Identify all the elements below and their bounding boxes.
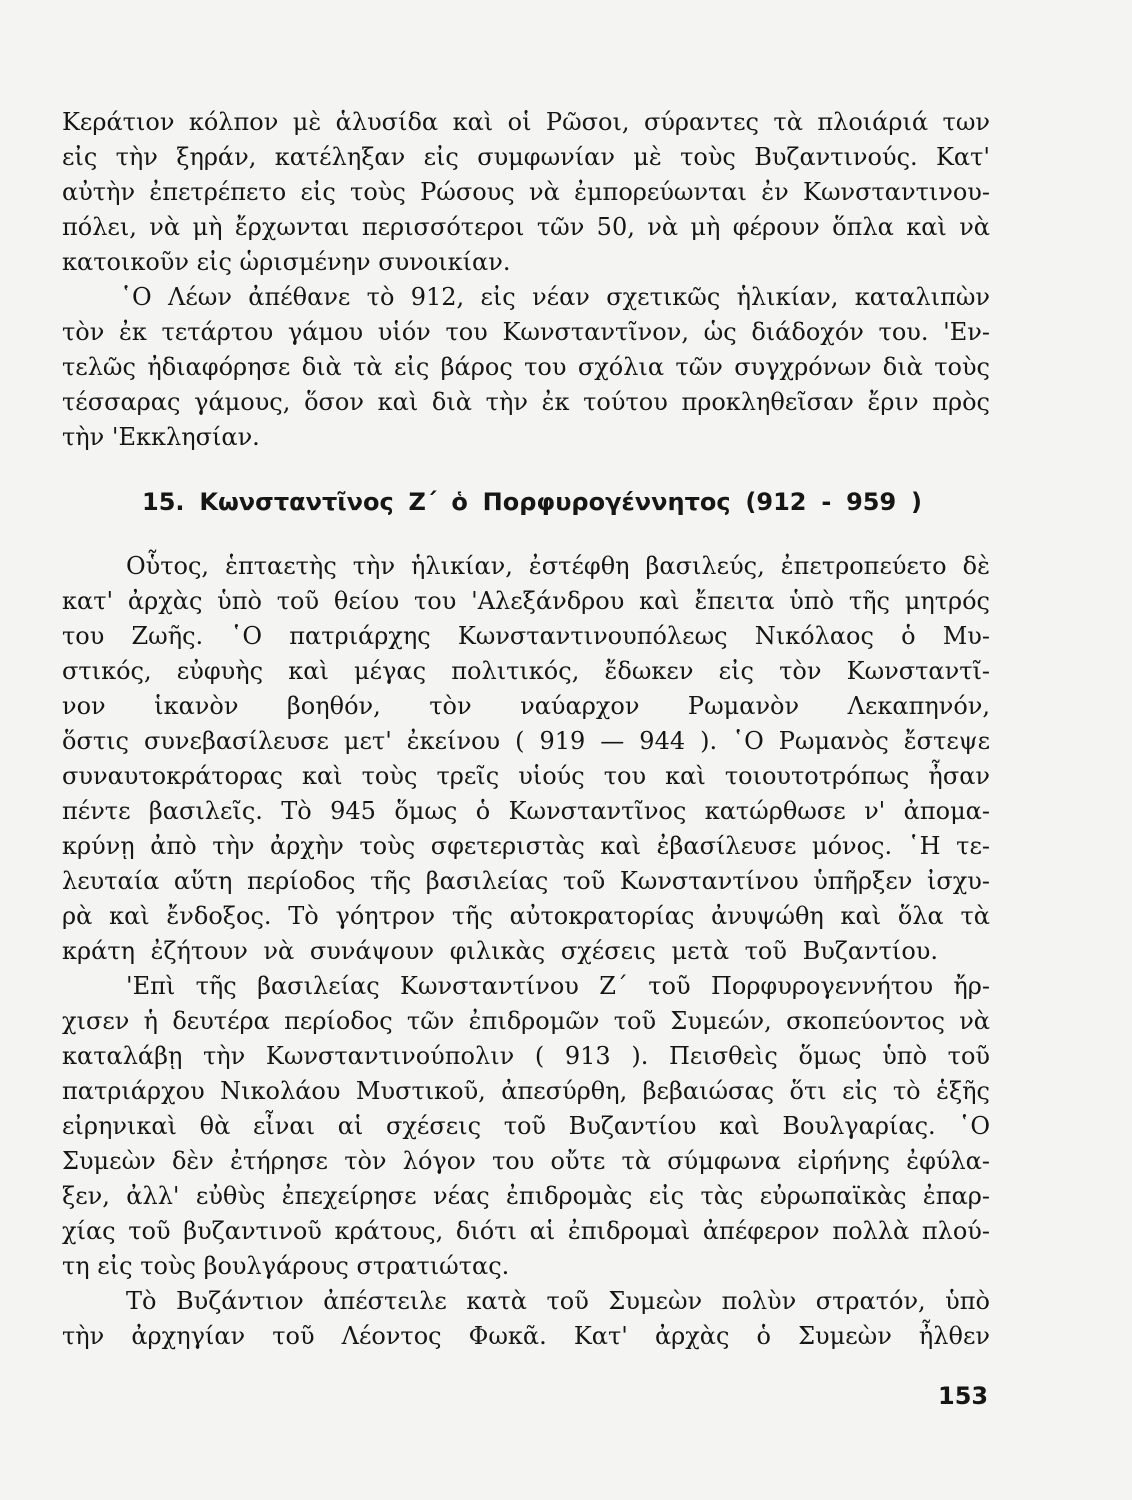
- text-line: Τὸ Βυζάντιον ἀπέστειλε κατὰ τοῦ Συμεὼν πολὺν στρατόν, ὑπὸ: [126, 1287, 990, 1315]
- text-line: ρὰ καὶ ἔνδοξος. Τὸ γόητρον τῆς αὐτοκρατορίας ἀνυψώθη καὶ ὅλα τὰ: [62, 902, 990, 930]
- text-line: κατοικοῦν εἰς ὡρισμένην συνοικίαν.: [62, 248, 511, 276]
- text-line: στικός, εὐφυὴς καὶ μέγας πολιτικός, ἔδωκεν εἰς τὸν Κωνσταντῖ-: [62, 657, 990, 685]
- text-line: συναυτοκράτορας καὶ τοὺς τρεῖς υἱούς του καὶ τοιουτοτρόπως ἦσαν: [62, 762, 990, 790]
- text-line: πατριάρχου Νικολάου Μυστικοῦ, ἀπεσύρθη, βεβαιώσας ὅτι εἰς τὸ ἑξῆς: [62, 1077, 990, 1105]
- text-line: λευταία αὕτη περίοδος τῆς βασιλείας τοῦ Κωνσταντίνου ὑπῆρξεν ἰσχυ-: [62, 867, 990, 895]
- text-line: ὅστις συνεβασίλευσε μετ' ἐκείνου ( 919 — 944 ). ῾Ο Ρωμανὸς ἔστεψε: [62, 727, 990, 755]
- page-number: 153: [938, 1382, 989, 1410]
- text-line: κράτη ἐζήτουν νὰ συνάψουν φιλικὰς σχέσεις μετὰ τοῦ Βυζαντίου.: [62, 937, 938, 965]
- section-heading: 15. Κωνσταντῖνος Ζ΄ ὁ Πορφυρογέννητος (912 - 959 ): [142, 488, 922, 516]
- text-line: ῾Ο Λέων ἀπέθανε τὸ 912, εἰς νέαν σχετικῶς ἡλικίαν, καταλιπὼν: [120, 283, 990, 311]
- text-line: αὐτὴν ἐπετρέπετο εἰς τοὺς Ρώσους νὰ ἐμπορεύωνται ἐν Κωνσταντινου-: [62, 178, 990, 206]
- text-line: χίας τοῦ βυζαντινοῦ κράτους, διότι αἱ ἐπιδρομαὶ ἀπέφερον πολλὰ πλού-: [62, 1217, 990, 1245]
- text-line: τὴν 'Εκκλησίαν.: [62, 423, 260, 451]
- text-line: εἰρηνικαὶ θὰ εἶναι αἱ σχέσεις τοῦ Βυζαντίου καὶ Βουλγαρίας. ῾Ο: [62, 1112, 990, 1140]
- text-line: καταλάβῃ τὴν Κωνσταντινούπολιν ( 913 ). Πεισθεὶς ὅμως ὑπὸ τοῦ: [62, 1042, 990, 1070]
- text-line: 'Επὶ τῆς βασιλείας Κωνσταντίνου Ζ΄ τοῦ Πορφυρογεννήτου ἤρ-: [126, 972, 990, 1000]
- text-line: κατ' ἀρχὰς ὑπὸ τοῦ θείου του 'Αλεξάνδρου καὶ ἔπειτα ὑπὸ τῆς μητρός: [62, 587, 990, 615]
- text-line: τελῶς ἠδιαφόρησε διὰ τὰ εἰς βάρος του σχόλια τῶν συγχρόνων διὰ τοὺς: [62, 353, 990, 381]
- text-line: εἰς τὴν ξηράν, κατέληξαν εἰς συμφωνίαν μὲ τοὺς Βυζαντινούς. Κατ': [62, 143, 990, 171]
- text-line: κρύνῃ ἀπὸ τὴν ἀρχὴν τοὺς σφετεριστὰς καὶ ἐβασίλευσε μόνος. ῾Η τε-: [62, 832, 990, 860]
- text-line: Κεράτιον κόλπον μὲ ἁλυσίδα καὶ οἱ Ρῶσοι, σύραντες τὰ πλοιάριά των: [62, 108, 990, 136]
- text-line: Οὗτος, ἑπταετὴς τὴν ἡλικίαν, ἐστέφθη βασιλεύς, ἐπετροπεύετο δὲ: [126, 552, 990, 580]
- text-line: τὸν ἐκ τετάρτου γάμου υἱόν του Κωνσταντῖνον, ὡς διάδοχόν του. 'Εν-: [62, 318, 990, 346]
- text-line: Συμεὼν δὲν ἐτήρησε τὸν λόγον του οὔτε τὰ σύμφωνα εἰρήνης ἐφύλα-: [62, 1147, 990, 1175]
- text-line: τὴν ἀρχηγίαν τοῦ Λέοντος Φωκᾶ. Κατ' ἀρχὰς ὁ Συμεὼν ἦλθεν: [62, 1322, 990, 1350]
- text-line: πόλει, νὰ μὴ ἔρχωνται περισσότεροι τῶν 50, νὰ μὴ φέρουν ὅπλα καὶ νὰ: [62, 213, 990, 241]
- text-line: τη εἰς τοὺς βουλγάρους στρατιώτας.: [62, 1252, 510, 1280]
- text-line: πέντε βασιλεῖς. Τὸ 945 ὅμως ὁ Κωνσταντῖνος κατώρθωσε ν' ἀπομα-: [62, 797, 990, 825]
- text-line: του Ζωῆς. ῾Ο πατριάρχης Κωνσταντινουπόλεως Νικόλαος ὁ Μυ-: [62, 622, 990, 650]
- text-line: τέσσαρας γάμους, ὅσον καὶ διὰ τὴν ἐκ τούτου προκληθεῖσαν ἔριν πρὸς: [62, 388, 990, 416]
- text-line: νον ἱκανὸν βοηθόν, τὸν ναύαρχον Ρωμανὸν Λεκαπηνόν,: [62, 692, 990, 720]
- text-line: ξεν, ἀλλ' εὐθὺς ἐπεχείρησε νέας ἐπιδρομὰς εἰς τὰς εὐρωπαϊκὰς ἐπαρ-: [62, 1182, 990, 1210]
- text-line: χισεν ἡ δευτέρα περίοδος τῶν ἐπιδρομῶν τοῦ Συμεών, σκοπεύοντος νὰ: [62, 1007, 990, 1035]
